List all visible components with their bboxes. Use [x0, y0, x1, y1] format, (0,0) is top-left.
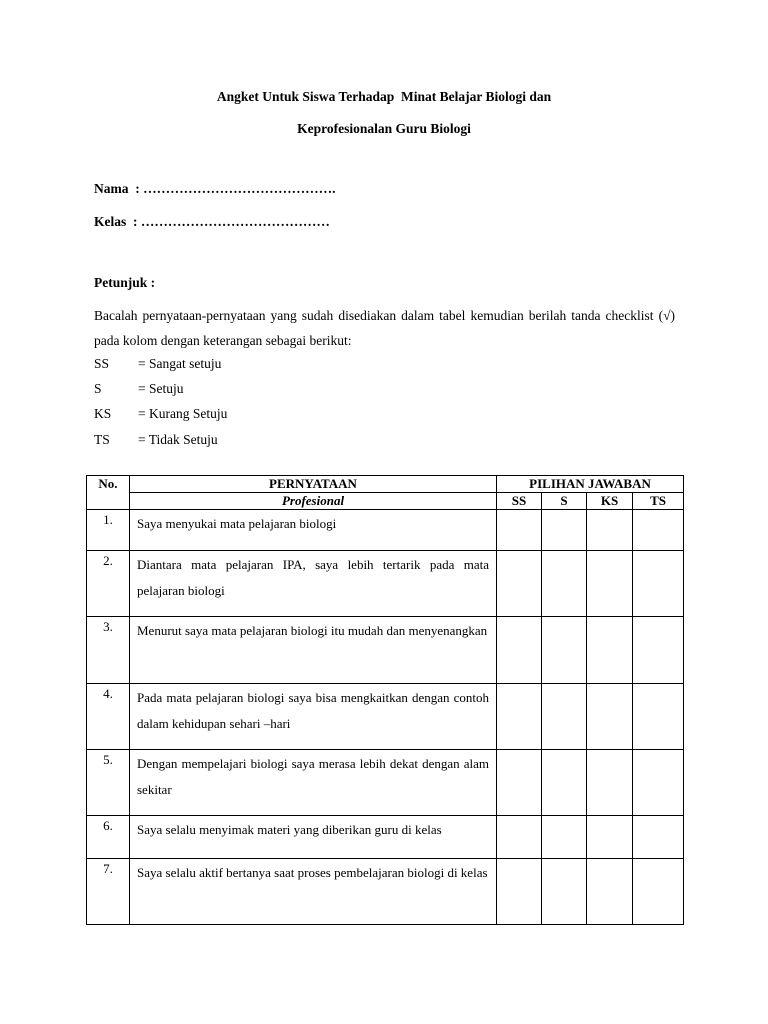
answer-cell-ks[interactable]: [587, 617, 633, 684]
answer-cell-s[interactable]: [542, 510, 587, 551]
header-choices: PILIHAN JAWABAN: [497, 476, 684, 493]
nama-field: Nama : …………………………………….: [94, 181, 336, 196]
answer-cell-s[interactable]: [542, 859, 587, 925]
answer-cell-ss[interactable]: [497, 510, 542, 551]
choice-header-ss: SS: [497, 493, 542, 510]
answer-cell-ts[interactable]: [633, 551, 684, 617]
answer-cell-s[interactable]: [542, 816, 587, 859]
row-number: 7.: [87, 859, 130, 925]
kelas-field: Kelas : ……………………………………: [94, 214, 330, 229]
header-no: No.: [87, 476, 130, 510]
answer-cell-ss[interactable]: [497, 617, 542, 684]
header-statement: PERNYATAAN: [130, 476, 497, 493]
statement-text: Saya selalu aktif bertanya saat proses pembelajaran biologi di kelas: [130, 859, 497, 925]
document-title-line-2: Keprofesionalan Guru Biologi: [297, 121, 471, 136]
legend-code: TS: [94, 432, 110, 447]
answer-cell-s[interactable]: [542, 750, 587, 816]
answer-cell-ss[interactable]: [497, 816, 542, 859]
table-row: [87, 684, 684, 750]
answer-cell-ts[interactable]: [633, 816, 684, 859]
table-row: [87, 750, 684, 816]
table-row: [87, 551, 684, 617]
answer-cell-ts[interactable]: [633, 617, 684, 684]
row-number: 4.: [87, 684, 130, 750]
row-number: 1.: [87, 510, 130, 551]
statement-text: Diantara mata pelajaran IPA, saya lebih tertarik pada mata pelajaran biologi: [130, 551, 497, 617]
table-row: [87, 816, 684, 859]
choice-header-ks: KS: [587, 493, 633, 510]
legend-description: = Sangat setuju: [138, 356, 222, 371]
legend-description: = Tidak Setuju: [138, 432, 218, 447]
answer-cell-s[interactable]: [542, 617, 587, 684]
answer-cell-ss[interactable]: [497, 859, 542, 925]
legend-code: S: [94, 381, 102, 396]
statement-text: Pada mata pelajaran biologi saya bisa mengkaitkan dengan contoh dalam kehidupan sehari –hari: [130, 684, 497, 750]
answer-cell-ks[interactable]: [587, 510, 633, 551]
answer-cell-ks[interactable]: [587, 750, 633, 816]
instruction-paragraph: Bacalah pernyataan-pernyataan yang sudah disediakan dalam tabel kemudian berilah tanda checklist (√) pada kolom dengan keterangan sebagai berikut:: [94, 308, 675, 348]
document-title-line-1: Angket Untuk Siswa Terhadap Minat Belajar Biologi dan: [216, 89, 552, 104]
answer-cell-ks[interactable]: [587, 551, 633, 617]
row-number: 2.: [87, 551, 130, 617]
statement-text: Dengan mempelajari biologi saya merasa lebih dekat dengan alam sekitar: [130, 750, 497, 816]
answer-cell-ks[interactable]: [587, 859, 633, 925]
answer-cell-ts[interactable]: [633, 750, 684, 816]
table-row: [87, 510, 684, 551]
survey-table: [86, 475, 684, 925]
answer-cell-s[interactable]: [542, 551, 587, 617]
row-number: 3.: [87, 617, 130, 684]
choice-header-ts: TS: [633, 493, 684, 510]
answer-cell-ss[interactable]: [497, 551, 542, 617]
subheader-category: Profesional: [130, 493, 497, 510]
petunjuk-heading: Petunjuk :: [94, 275, 156, 290]
answer-cell-s[interactable]: [542, 684, 587, 750]
row-number: 5.: [87, 750, 130, 816]
legend-description: = Kurang Setuju: [138, 406, 228, 421]
answer-cell-ts[interactable]: [633, 859, 684, 925]
legend-code: SS: [94, 356, 110, 371]
table-row: [87, 617, 684, 684]
row-number: 6.: [87, 816, 130, 859]
answer-cell-ts[interactable]: [633, 510, 684, 551]
table-row: [87, 859, 684, 925]
choice-header-s: S: [542, 493, 587, 510]
answer-cell-ks[interactable]: [587, 816, 633, 859]
statement-text: Saya menyukai mata pelajaran biologi: [130, 510, 497, 551]
answer-cell-ts[interactable]: [633, 684, 684, 750]
legend-description: = Setuju: [138, 381, 184, 396]
answer-cell-ss[interactable]: [497, 750, 542, 816]
statement-text: Menurut saya mata pelajaran biologi itu mudah dan menyenangkan: [130, 617, 497, 684]
answer-cell-ks[interactable]: [587, 684, 633, 750]
legend-code: KS: [94, 406, 112, 421]
statement-text: Saya selalu menyimak materi yang diberikan guru di kelas: [130, 816, 497, 859]
answer-cell-ss[interactable]: [497, 684, 542, 750]
